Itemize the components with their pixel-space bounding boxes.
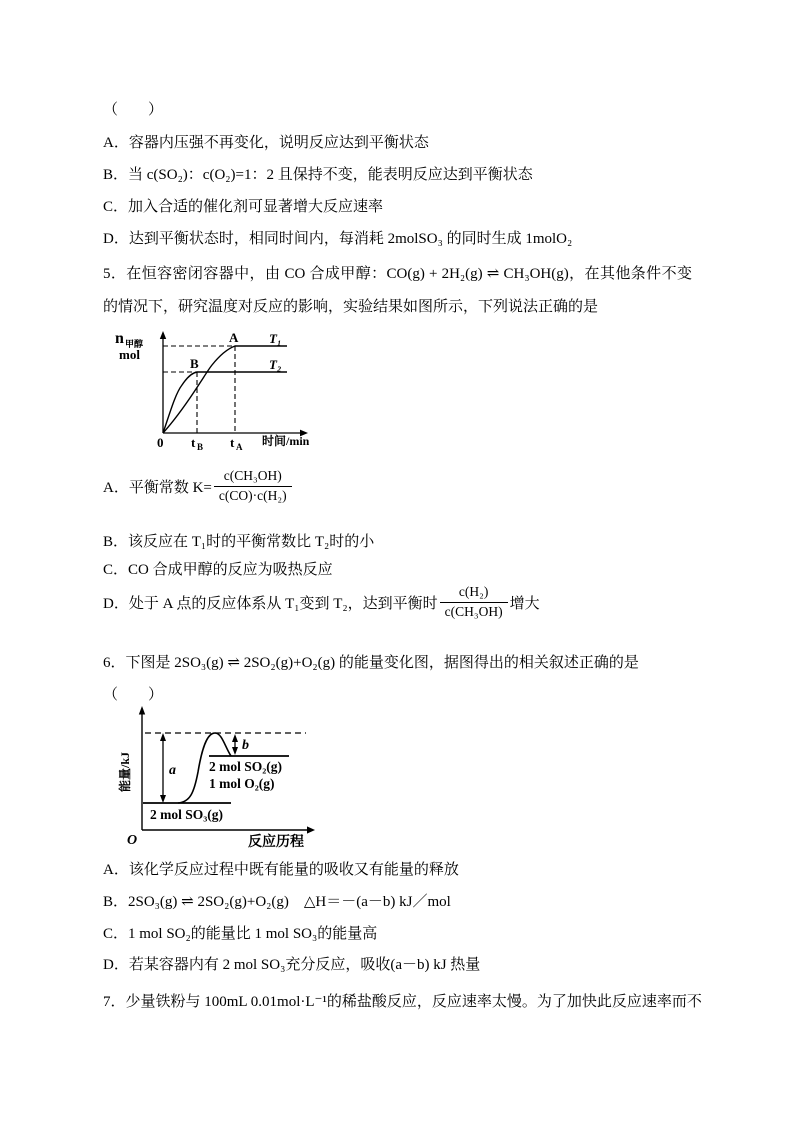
q5-option-a [103,468,294,505]
q6-option-a: A．该化学反应过程中既有能量的吸收又有能量的释放 [103,862,459,878]
series-t1-label: T₁ [269,331,282,346]
y-axis-arrow-icon [160,331,166,339]
y-axis-arrow-icon [139,706,145,715]
q6-stem: 6．下图是 2SO₃(g) ⇌ 2SO₂(g)+O₂(g) 的能量变化图，据图得出的相关叙述正确的是 [103,655,639,671]
gap-b-label: b [242,738,249,753]
y-axis-subscript: 甲醇 [125,339,144,349]
product-label-line2: 1 mol O₂(g) [209,776,275,791]
gap-a-arrowhead-down-icon [160,795,166,803]
q5-option-d-suffix: 增大 [509,595,540,612]
concentration-ratio-fraction [440,584,508,621]
q4-option-b: B．当 c(SO₂)：c(O₂)=1：2 且保持不变，能表明反应达到平衡状态 [103,167,533,183]
q5-option-d [103,584,540,621]
q6-answer-bracket: （ ） [103,687,164,703]
fraction-denominator: c(CO)·c(H₂) [214,486,292,505]
x-axis-label: 时间/min [262,434,310,448]
q6-option-d: D．若某容器内有 2 mol SO₃充分反应，吸收(a－b) kJ 热量 [103,957,481,973]
series-t2-label: T₂ [269,357,282,372]
q4-option-c: C．加入合适的催化剂可显著增大反应速率 [103,199,384,215]
figure-energy-diagram [110,700,350,850]
q5-option-a-prefix: A．平衡常数 K= [103,479,212,496]
xtick-tb-sub: B [197,442,204,452]
origin-tick-label: 0 [157,435,164,450]
q6-option-b: B．2SO₃(g) ⇌ 2SO₂(g)+O₂(g) △H＝－(a－b) kJ／mol [103,894,451,910]
q5-option-d-prefix: D．处于 A 点的反应体系从 T₁变到 T₂，达到平衡时 [103,595,438,612]
fraction-denominator: c(CH₃OH) [440,602,508,621]
y-axis-symbol: n [115,330,124,347]
q6-option-c: C．1 mol SO₂的能量比 1 mol SO₃的能量高 [103,926,378,942]
fraction-numerator: c(H₂) [458,584,489,599]
point-a-label: A [229,330,239,345]
product-label-line1: 2 mol SO₂(g) [209,759,283,774]
gap-a-label: a [169,763,176,778]
q4-option-a: A．容器内压强不再变化，说明反应达到平衡状态 [103,135,429,151]
x-axis-label: 反应历程 [248,835,304,850]
fraction-numerator: c(CH₃OH) [223,468,282,483]
q7-stem: 7．少量铁粉与 100mL 0.01mol·L⁻¹的稀盐酸反应，反应速率太慢。为了加快此反应速率而不 [103,994,702,1010]
q5-stem: 5．在恒容密闭容器中，由 CO 合成甲醇：CO(g) + 2H₂(g) ⇌ CH₃OH(g)，在其他条件不变的情况下，研究温度对反应的影响，实验结果如图所示，下列说法正确的是 [103,266,692,315]
gap-b-arrowhead-up-icon [232,734,238,742]
x-axis-arrow-icon [307,826,315,833]
q5-option-b: B．该反应在 T₁时的平衡常数比 T₂时的小 [103,534,375,550]
reactant-label: 2 mol SO₃(g) [150,807,224,822]
curve-t2 [163,372,287,433]
equilibrium-constant-fraction [214,468,292,505]
origin-label: O [127,833,138,848]
y-axis-label: 能量/kJ [118,751,132,793]
q4-answer-bracket: （ ） [103,102,164,118]
q4-option-d: D．达到平衡状态时，相同时间内，每消耗 2molSO₃ 的同时生成 1molO₂ [103,231,573,247]
xtick-tb-main: t [191,435,196,450]
xtick-ta-main: t [230,435,235,450]
q5-option-c: C．CO 合成甲醇的反应为吸热反应 [103,562,333,578]
xtick-ta-sub: A [236,442,243,452]
point-b-label: B [190,356,199,371]
gap-a-arrowhead-up-icon [160,733,166,741]
gap-b-arrowhead-down-icon [232,747,238,755]
figure-methanol-time-graph [106,330,318,454]
y-axis-unit: mol [119,347,140,362]
